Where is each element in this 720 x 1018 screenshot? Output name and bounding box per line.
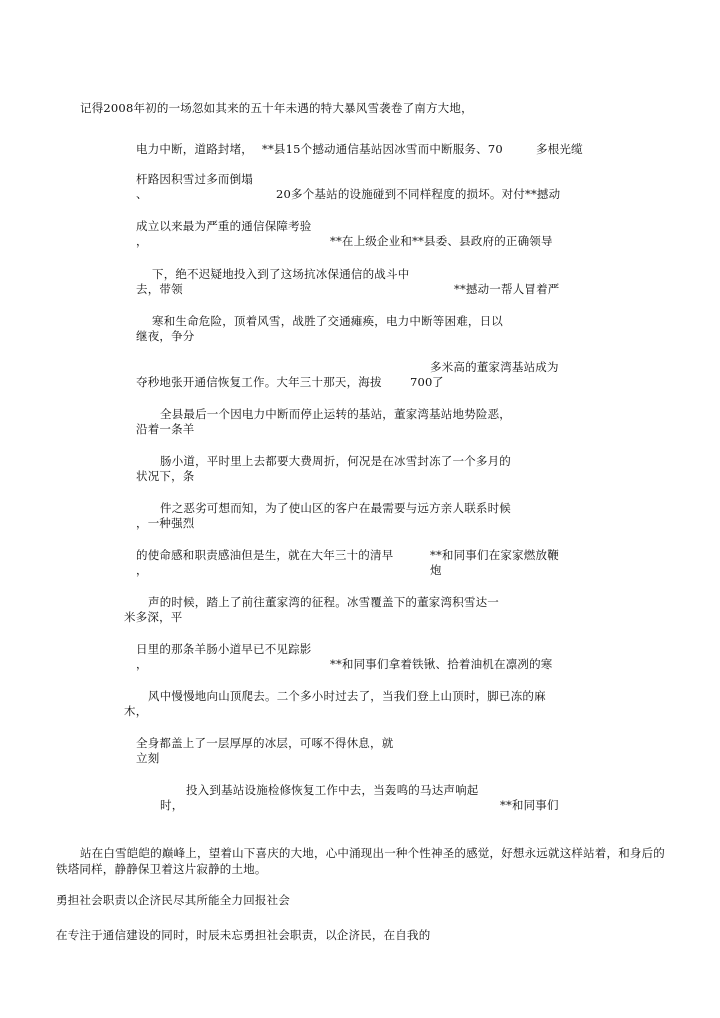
- block7-a: 全县最后一个因电力中断而停止运转的基站，董家湾基站地势险恶，: [160, 407, 511, 421]
- block15-b: 时，: [160, 798, 184, 812]
- block2-a: 杆路因积雪过多而倒塌: [136, 172, 253, 186]
- closing-paragraph: 站在白雪皑皑的巅峰上，望着山下喜庆的大地，心中涌现出一种个性神圣的感觉，好想永远就这样站着，和身后的铁塔同样，静静保卫着这片寂静的土地。: [56, 846, 665, 876]
- block6-c: 700: [410, 375, 433, 389]
- block12-a: 日里的那条羊肠小道早已不见踪影: [136, 642, 312, 656]
- block10-b: ，: [136, 563, 148, 577]
- block9-a: 件之恶劣可想而知，为了使山区的客户在最需要与远方亲人联系时候: [160, 501, 511, 515]
- block4-c: **撼动一帮人冒着严: [454, 282, 560, 296]
- block8-a: 肠小道，平时里上去都要大费周折，何况是在冰雪封冻了一个多月的: [160, 454, 511, 468]
- block10-d: 炮: [430, 563, 442, 577]
- block11-a: 声的时候，踏上了前往董家湾的征程。冰雪覆盖下的董家湾积雪达一: [148, 595, 499, 609]
- block3-c: **在上级企业和**县委、县政府的正确领导: [330, 234, 553, 248]
- block10-a: 的使命感和职责感油但是生，就在大年三十的清早: [136, 548, 394, 562]
- block2-c: 20多个基站的设施碰到不同样程度的损坏。对付**撼动: [276, 187, 561, 201]
- block1-c: 多根光缆: [536, 142, 583, 156]
- block15-c: **和同事们: [500, 798, 559, 812]
- block11-b: 米多深，平: [124, 610, 183, 624]
- block1-b: **县15个撼动通信基站因冰雪而中断服务、70: [262, 142, 503, 156]
- block7-b: 沿着一条羊: [136, 422, 195, 436]
- final-line: 在专注于通信建设的同时，时辰未忘勇担社会职责，以企济民，在自我的: [56, 928, 431, 942]
- block13-b: 木，: [124, 704, 148, 718]
- block10-c: **和同事们在家家燃放鞭: [430, 548, 559, 562]
- block2-b: 、: [136, 187, 148, 201]
- block12-b: ，: [136, 657, 148, 671]
- block6-b: 夺秒地张开通信恢复工作。大年三十那天，海拔: [136, 375, 382, 389]
- block12-c: **和同事们拿着铁锹、拾着油机在凛冽的寒: [330, 657, 553, 671]
- block6-a: 多米高的董家湾基站成为: [430, 360, 559, 374]
- block9-b: ，一种强烈: [136, 516, 195, 530]
- block14-a: 全身都盖上了一层厚厚的冰层，可啄不得休息，就: [136, 736, 394, 750]
- block8-b: 状况下，条: [136, 469, 195, 483]
- block6-d: 了: [432, 375, 444, 389]
- block14-b: 立刻: [136, 751, 160, 765]
- block5-a: 寒和生命危险，顶着风雪，战胜了交通瘫痪，电力中断等困难，日以: [152, 314, 503, 328]
- intro-line: 记得2008年初的一场忽如其来的五十年未遇的特大暴风雪袭卷了南方大地，: [80, 101, 473, 115]
- block3-a: 成立以来最为严重的通信保障考验: [136, 219, 312, 233]
- block3-b: ，: [136, 234, 148, 248]
- block15-a: 投入到基站设施检修恢复工作中去，当轰鸣的马达声响起: [186, 783, 479, 797]
- block5-b: 继夜，争分: [136, 329, 195, 343]
- block1-a: 电力中断，道路封堵，: [136, 142, 253, 156]
- block4-a: 下，绝不迟疑地投入到了这场抗冰保通信的战斗中: [152, 267, 410, 281]
- block4-b: 去，带领: [136, 282, 183, 296]
- section-heading: 勇担社会职责以企济民尽其所能全力回报社会: [56, 893, 290, 907]
- block13-a: 风中慢慢地向山顶爬去。二个多小时过去了，当我们登上山顶时，脚已冻的麻: [148, 689, 546, 703]
